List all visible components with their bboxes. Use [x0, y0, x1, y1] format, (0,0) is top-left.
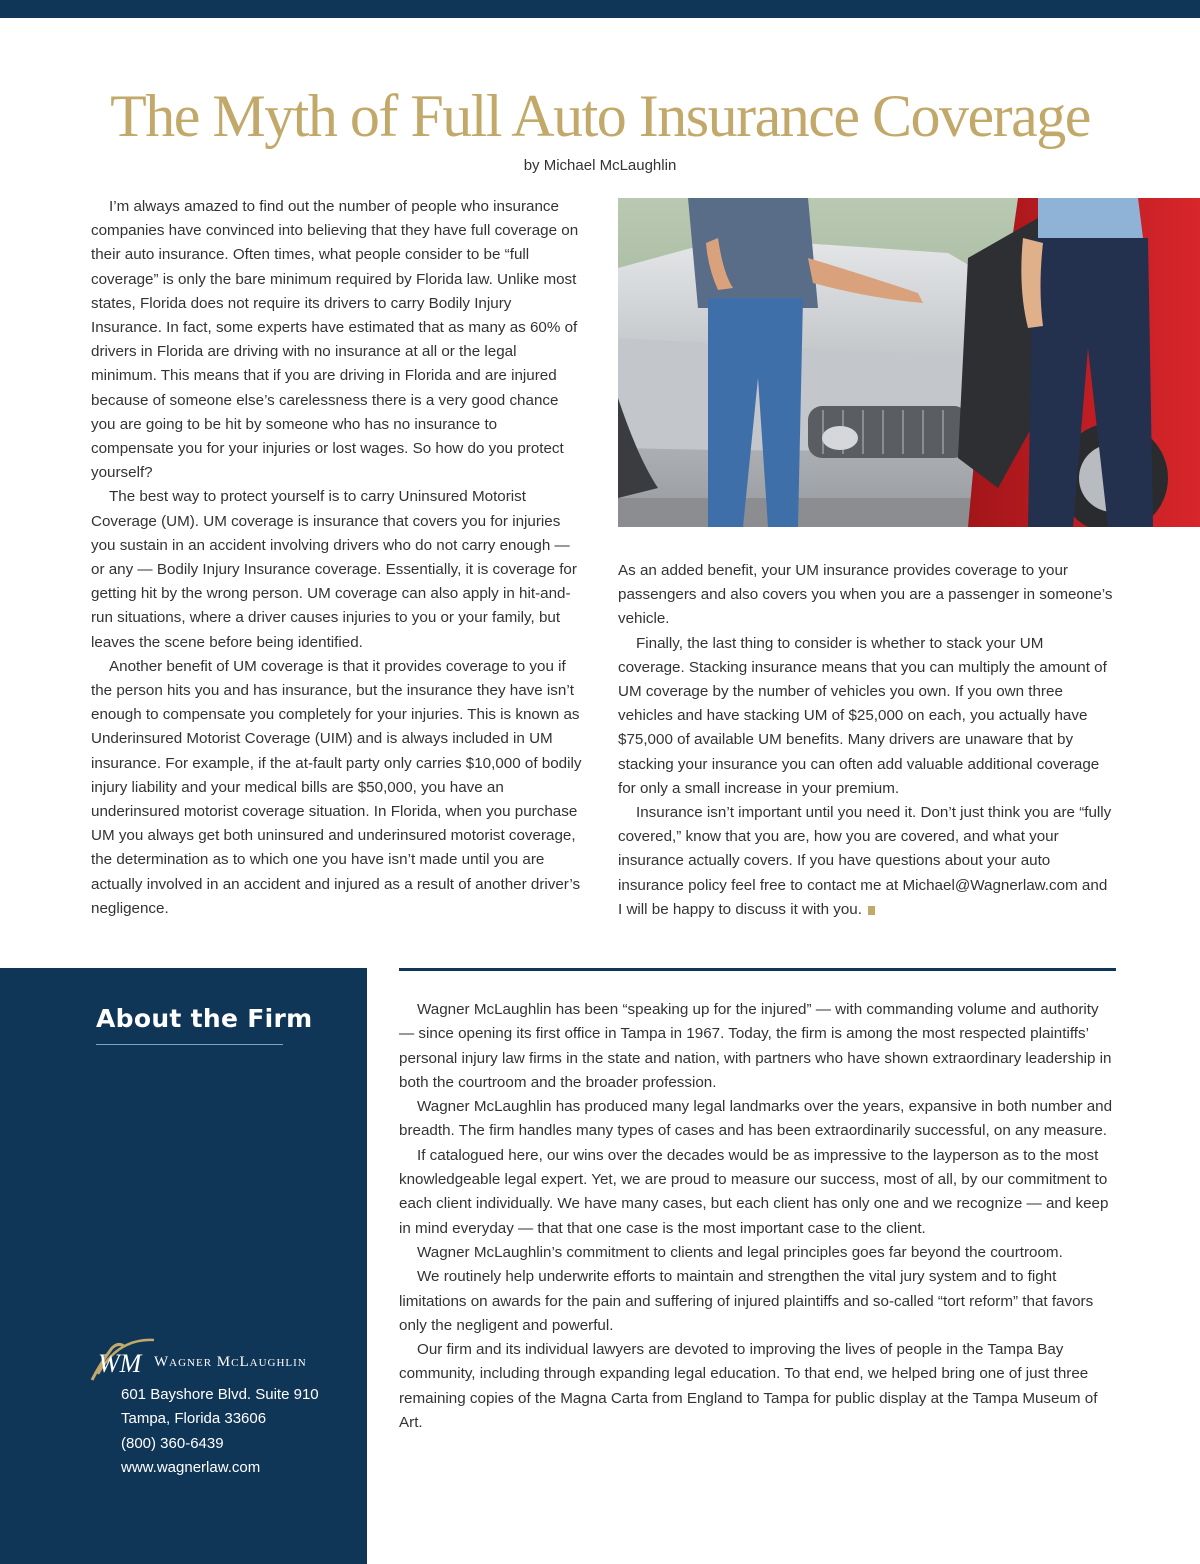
- article-paragraph: The best way to protect yourself is to carry Uninsured Motorist Coverage (UM). UM coverage is insurance that covers you for injuries you sustain in an accident involving drivers who do not carry enough — or any — Bodily Injury Insurance coverage. Essentially, it is coverage for getting hit by the wrong person. UM coverage can also apply in hit-and-run situations, where a driver causes injuries to you or your family, but leaves the scene before being identified.: [91, 488, 577, 651]
- about-title: About the Firm: [96, 1004, 313, 1033]
- article-paragraph: As an added benefit, your UM insurance provides coverage to your passengers and also covers you when you are a passenger in someone’s vehicle.: [618, 562, 1113, 628]
- byline-text: by Michael McLaughlin: [523, 157, 677, 174]
- car-accident-illustration: [618, 198, 1200, 527]
- address-line-2: Tampa, Florida 33606: [121, 1410, 267, 1428]
- about-body: [399, 998, 1117, 1435]
- article-paragraph: Finally, the last thing to consider is whether to stack your UM coverage. Stacking insurance means that you can multiply the amount of UM coverage by the number of vehicles you own. If you own three vehicles and have stacking UM of $25,000 on each, you actually have $75,000 of available UM benefits. Many drivers are unaware that by stacking your insurance you can often add valuable additional coverage for only a small increase in your premium.: [618, 634, 1107, 797]
- firm-name: [154, 1354, 307, 1371]
- firm-name-last: McLaughlin: [216, 1354, 307, 1370]
- about-paragraph: Wagner McLaughlin’s commitment to clients and legal principles goes far beyond the courtroom.: [417, 1243, 1063, 1261]
- phone-number[interactable]: (800) 360-6439: [121, 1434, 224, 1452]
- car-accident-photo: [618, 198, 1200, 527]
- article-paragraph: I’m always amazed to find out the number of people who insurance companies have convinced into believing that they have full coverage on their auto insurance. Often times, what people consider to be “full coverage” is only the bare minimum required by Florida law. Unlike most states, Florida does not require its drivers to carry Bodily Injury Insurance. In fact, some experts have estimated that as many as 60% of drivers in Florida are driving with no insurance at all or the legal minimum. This means that if you are driving in Florida and are injured because of someone else’s carelessness there is a very good chance you are going to be hit by someone who has no insurance to compensate you for your injuries or lost wages. So how do you protect yourself?: [91, 198, 579, 482]
- byline: [0, 157, 1200, 174]
- about-paragraph: We routinely help underwrite efforts to maintain and strengthen the vital jury system and to fight limitations on awards for the pain and suffering of injured plaintiffs and so-called “tort reform” that favors only the negligent and powerful.: [399, 1268, 1094, 1334]
- firm-contact: [121, 1383, 319, 1480]
- firm-name-first: Wagner: [154, 1354, 213, 1370]
- section-divider: [399, 968, 1116, 971]
- wm-monogram-icon: [88, 1334, 158, 1386]
- about-paragraph: Our firm and its individual lawyers are devoted to improving the lives of people in the Tampa Bay community, including through expanding legal education. To that end, we helped bring one of just three remaining copies of the Magna Carta from England to Tampa for public display at the Tampa Museum of Art.: [399, 1341, 1098, 1432]
- about-title-underline: [96, 1044, 283, 1045]
- article-title: The Myth of Full Auto Insurance Coverage: [110, 83, 1090, 149]
- end-mark-icon: [868, 906, 875, 915]
- logo-monogram-text: WM: [98, 1349, 142, 1378]
- top-bar: [0, 0, 1200, 18]
- address-line-1: 601 Bayshore Blvd. Suite 910: [121, 1386, 319, 1403]
- article-right-column: [618, 559, 1113, 922]
- article-paragraph-text: Insurance isn’t important until you need it. Don’t just think you are “fully covered,” know that you are, how you are covered, and what your insurance actually covers. If you have questions about your auto insurance policy feel free to contact me at Michael@Wagnerlaw.com and I will be happy to discuss it with you.: [618, 804, 1112, 918]
- article-paragraph-last: [618, 801, 1113, 922]
- about-paragraph: If catalogued here, our wins over the decades would be as impressive to the layperson as to the most knowledgeable legal expert. Yet, we are proud to measure our success, most of all, by our commitment to each client individually. We have many cases, but each client has only one and we recognize — and keep in mind everyday — that that one case is the most important case to the client.: [399, 1146, 1109, 1237]
- article-left-column: [91, 195, 583, 921]
- about-paragraph: Wagner McLaughlin has produced many legal landmarks over the years, expansive in both number and breadth. The firm handles many types of cases and has been extraordinarily successful, on any measure.: [399, 1098, 1113, 1140]
- firm-logo: [88, 1334, 338, 1386]
- article-paragraph: Another benefit of UM coverage is that it provides coverage to you if the person hits you and has insurance, but the insurance they have isn’t enough to compensate you completely for your injuries. This is known as Underinsured Motorist Coverage (UIM) and is always included in UM insurance. For example, if the at-fault party only carries $10,000 of bodily injury liability and your medical bills are $50,000, you have an underinsured motorist coverage situation. In Florida, when you purchase UM you always get both uninsured and underinsured motorist coverage, the determination as to which one you have isn’t made until you are actually involved in an accident and injured as a result of another driver’s negligence.: [91, 657, 582, 917]
- website-link[interactable]: www.wagnerlaw.com: [121, 1458, 261, 1476]
- about-paragraph: Wagner McLaughlin has been “speaking up for the injured” — with commanding volume and authority — since opening its first office in Tampa in 1967. Today, the firm is among the most respected plaintiffs’ personal injury law firms in the state and nation, with partners who have shown extraordinary leadership in both the courtroom and the broader profession.: [399, 1001, 1112, 1091]
